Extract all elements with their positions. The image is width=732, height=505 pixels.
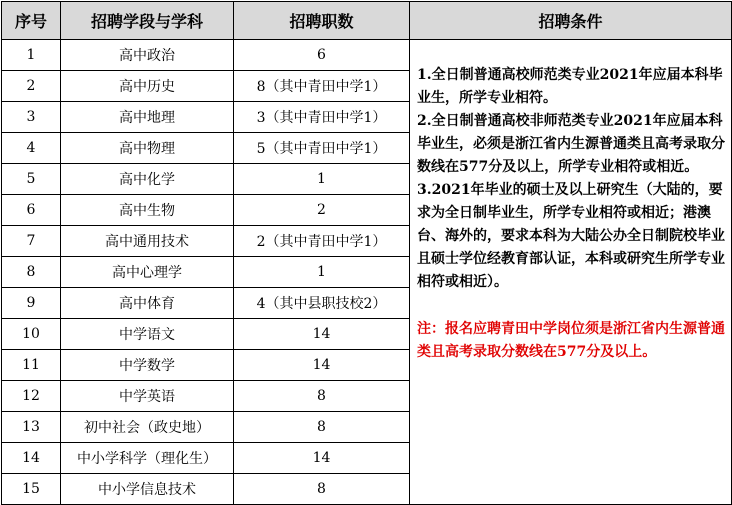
row-subject: 高中物理: [61, 133, 234, 164]
condition-item-3: 3.2021年毕业的硕士及以上研究生（大陆的，要求为全日制毕业生，所学专业相符或相近；港澳台、海外的，要求本科为大陆公办全日制院校毕业且硕士学位经教育部认证，本科或研究生所学专业相符或相近）。: [417, 182, 725, 290]
header-row: [2, 2, 732, 40]
row-subject: 中小学科学（理化生）: [61, 443, 234, 474]
row-index: 6: [2, 195, 61, 226]
header-subject: 招聘学段与学科: [61, 2, 234, 40]
row-index: 10: [2, 319, 61, 350]
row-count: 1: [234, 257, 410, 288]
row-subject: 高中化学: [61, 164, 234, 195]
recruitment-table: [1, 1, 732, 505]
row-index: 1: [2, 40, 61, 71]
row-subject: 中学语文: [61, 319, 234, 350]
row-count: 1: [234, 164, 410, 195]
row-count: 8（其中青田中学1）: [234, 71, 410, 102]
row-subject: 高中地理: [61, 102, 234, 133]
row-subject: 高中心理学: [61, 257, 234, 288]
header-index: 序号: [2, 2, 61, 40]
header-conditions: 招聘条件: [410, 2, 732, 40]
row-index: 7: [2, 226, 61, 257]
row-count: 2: [234, 195, 410, 226]
row-count: 8: [234, 474, 410, 505]
row-count: 6: [234, 40, 410, 71]
row-subject: 中小学信息技术: [61, 474, 234, 505]
row-count: 3（其中青田中学1）: [234, 102, 410, 133]
row-subject: 中学数学: [61, 350, 234, 381]
row-index: 5: [2, 164, 61, 195]
row-subject: 高中政治: [61, 40, 234, 71]
condition-item-1: 1.全日制普通高校师范类专业2021年应届本科毕业生，所学专业相符。: [417, 67, 723, 106]
row-index: 12: [2, 381, 61, 412]
row-subject: 中学英语: [61, 381, 234, 412]
row-count: 14: [234, 319, 410, 350]
row-subject: 高中体育: [61, 288, 234, 319]
row-index: 8: [2, 257, 61, 288]
row-index: 9: [2, 288, 61, 319]
row-subject: 初中社会（政史地）: [61, 412, 234, 443]
row-count: 2（其中青田中学1）: [234, 226, 410, 257]
row-index: 2: [2, 71, 61, 102]
row-index: 15: [2, 474, 61, 505]
row-subject: 高中生物: [61, 195, 234, 226]
red-note: 注：报名应聘青田中学岗位须是浙江省内生源普通类且高考录取分数线在577分及以上。: [417, 321, 725, 360]
condition-item-2: 2.全日制普通高校非师范类专业2021年应届本科毕业生，必须是浙江省内生源普通类且高考录取分数线在577分及以上，所学专业相符或相近。: [417, 113, 725, 175]
conditions-cell: [410, 40, 732, 505]
row-subject: 高中通用技术: [61, 226, 234, 257]
row-index: 11: [2, 350, 61, 381]
row-count: 14: [234, 350, 410, 381]
header-count: 招聘职数: [234, 2, 410, 40]
row-count: 8: [234, 381, 410, 412]
row-count: 8: [234, 412, 410, 443]
table-row: [2, 40, 732, 71]
row-count: 14: [234, 443, 410, 474]
row-subject: 高中历史: [61, 71, 234, 102]
row-count: 4（其中县职技校2）: [234, 288, 410, 319]
row-count: 5（其中青田中学1）: [234, 133, 410, 164]
row-index: 4: [2, 133, 61, 164]
row-index: 14: [2, 443, 61, 474]
row-index: 3: [2, 102, 61, 133]
row-index: 13: [2, 412, 61, 443]
